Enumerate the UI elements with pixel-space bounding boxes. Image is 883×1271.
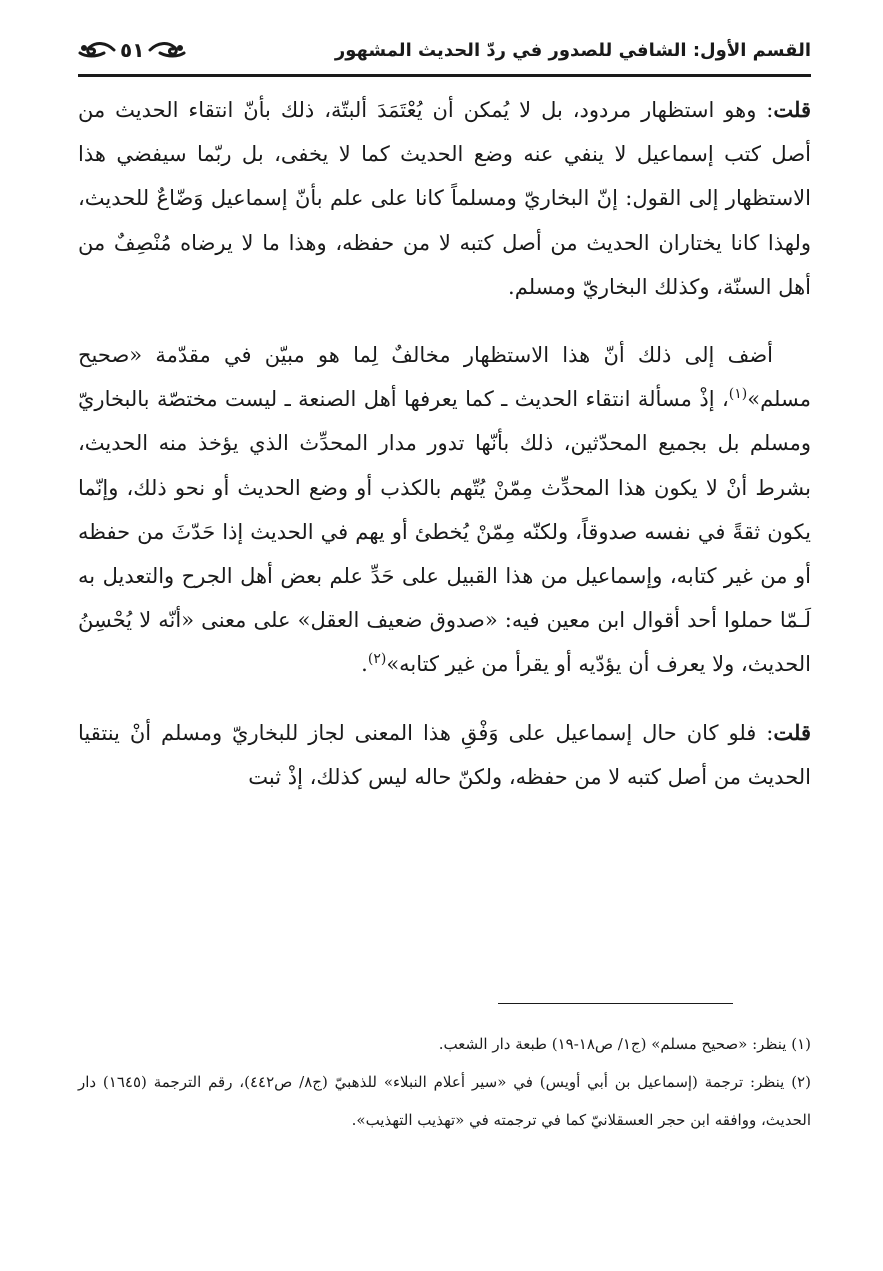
page-number-ornament — [78, 38, 186, 62]
ornament-left-icon — [78, 41, 116, 59]
paragraph-text: أضف إلى ذلك أنّ هذا الاستظهار مخالفٌ لِما هو مبيّن في مقدّمة «صحيح مسلم» — [78, 343, 811, 412]
footnote-2: (٢) ينظر: ترجمة (إسماعيل بن أبي أويس) في «سير أعلام النبلاء» للذهبيّ (ج٨/ ص٤٤٢)، رقم الترجمة (١٦٤٥) دار الحديث، ووافقه ابن حجر العسقلانيّ كما في ترجمته في «تهذيب التهذيب». — [78, 1073, 811, 1129]
paragraph-lead: قلت — [773, 97, 811, 122]
paragraph-lead: قلت — [773, 719, 811, 745]
footnote-1: (١) ينظر: «صحيح مسلم» (ج١/ ص١٨-١٩) طبعة دار الشعب. — [438, 1035, 811, 1053]
ornament-right-icon — [148, 41, 186, 59]
footnote-ref-1[interactable]: (١) — [728, 386, 748, 403]
paragraph-1 — [78, 88, 811, 309]
header-rule — [78, 74, 811, 77]
paragraph-text: : فلو كان حال إسماعيل على وَفْقِ هذا المعنى لجاز للبخاريّ ومسلم أنْ ينتقيا الحديث من أصل كتبه لا من حفظه، ولكنّ حاله ليس كذلك، إذْ ثبت — [78, 720, 811, 789]
footnote-ref-2[interactable]: (٢) — [367, 651, 387, 668]
running-title: القسم الأول: الشافي للصدور في ردّ الحديث المشهور — [334, 39, 811, 61]
paragraph-2 — [78, 333, 811, 687]
paragraph-3 — [78, 711, 811, 799]
paragraph-text: . — [361, 652, 368, 677]
main-text — [78, 88, 811, 799]
paragraph-text: ، إذْ مسألة انتقاء الحديث ـ كما يعرفها أهل الصنعة ـ ليست مختصّة بالبخاريّ ومسلم بل بجميع المحدّثين، ذلك بأنّها تدور مدار المحدِّث الذي يؤخذ منه الحديث، بشرط أنْ لا يكون هذا المحدِّث مِمّنْ يُتّهم بالكذب أو وضع الحديث أو نحو ذلك، وإنّما يكون ثقةً في نفسه صدوقاً، ولكنّه مِمّنْ يُخطئ أو يهم في الحديث إذا حَدّثَ من حفظه أو من غير كتابه، وإسماعيل من هذا القبيل على حَدِّ علم بعض أهل الجرح والتعديل به لَـمّا حملوا أحد أقوال ابن معين فيه: «صدوق ضعيف العقل» على معنى «أنّه لا يُحْسِنُ الحديث، ولا يعرف أن يؤدّيه أو يقرأ من غير كتابه» — [78, 387, 811, 677]
page-number: ٥١ — [120, 38, 145, 62]
footnote-separator — [498, 1003, 733, 1004]
page-header — [78, 26, 811, 74]
footnotes — [78, 1025, 811, 1139]
paragraph-text: : وهو استظهار مردود، بل لا يُمكن أن يُعْتَمَدَ ألبتّة، ذلك بأنّ انتقاء الحديث من أصل كتب إسماعيل لا ينفي عنه وضع الحديث كما لا يخفى، بل ربّما سيفضي هذا الاستظهار إلى القول: إنّ البخاريّ ومسلماً كانا على علم بأنّ إسماعيل وَضّاعٌ للحديث، ولهذا كانا يختاران الحديث من أصل كتبه لا من حفظه، وهذا ما لا يرضاه مُنْصِفٌ من أهل السنّة، وكذلك البخاريّ ومسلم. — [78, 98, 811, 299]
